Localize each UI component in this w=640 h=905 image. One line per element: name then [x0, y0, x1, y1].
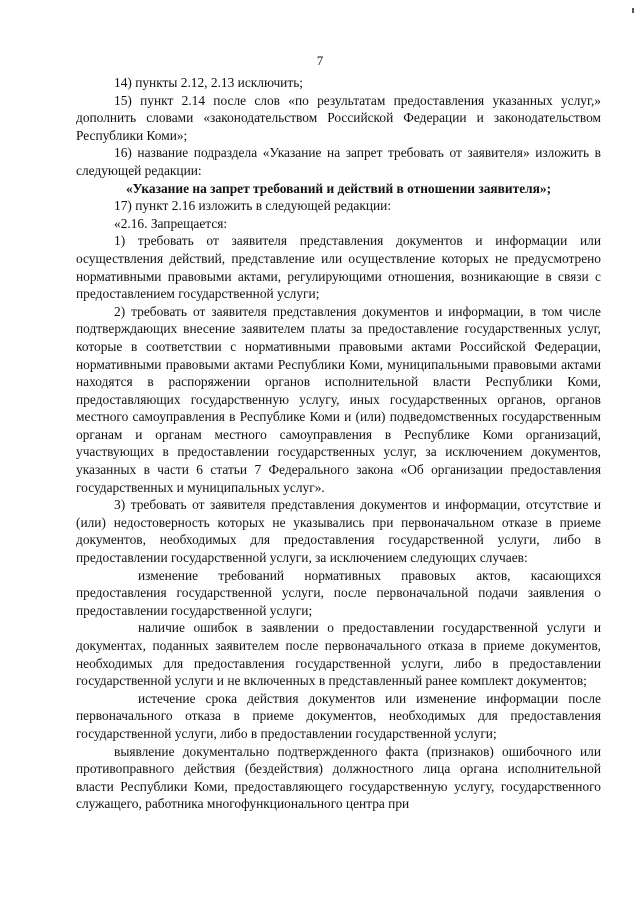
- paragraph: «2.16. Запрещается:: [114, 215, 228, 231]
- paragraph: 15) пункт 2.14 после слов «по результатам предоставления указанных услуг,» дополнить словами «законодательством Российской Федерации и законодательством Республики Коми»;: [76, 92, 601, 143]
- subsection-title: «Указание на запрет требований и действий в отношении заявителя»;: [125, 180, 552, 196]
- paragraph: истечение срока действия документов или изменение информации после первоначального отказа в приеме документов, необходимых для предоставления государственной услуги, либо в предоставлении государственной услуги;: [76, 690, 601, 741]
- paragraph: 16) название подраздела «Указание на запрет требовать от заявителя» изложить в следующей редакции:: [76, 145, 601, 178]
- paragraph: 17) пункт 2.16 изложить в следующей редакции:: [114, 198, 392, 214]
- paragraph: выявление документально подтвержденного факта (признаков) ошибочного или противоправного действия (бездействия) должностного лица органа исполнительной власти Республики Коми, предоставляющего государственную услугу, государственного служащего, работника многофункционального центра при: [76, 743, 601, 812]
- page-number: 7: [316, 53, 324, 68]
- paragraph: 1) требовать от заявителя представления документов и информации или осуществления действий, представление или осуществление которых не предусмотрено нормативными правовыми актами, регулирующими отношения, возникающие в связи с предоставлением государственной услуги;: [76, 233, 601, 302]
- paragraph: изменение требований нормативных правовых актов, касающихся предоставления государственной услуги, после первоначальной подачи заявления о предоставлении государственной услуги;: [76, 567, 601, 618]
- paragraph: 2) требовать от заявителя представления документов и информации, в том числе подтверждающих внесение заявителем платы за предоставление государственных услуг, которые в соответствии с нормативными правовыми актами Российской Федерации, нормативными правовыми актами Республики Коми, муниципальными правовыми актами находятся в распоряжении органов исполнительной власти Республики Коми, предоставляющих государственную услугу, иных государственных органов, органов местного самоуправления в Республике Коми и (или) подведомственных государственным органам и органам местного самоуправления в Республике Коми организаций, участвующих в предоставлении государственных услуг, за исключением документов, указанных в части 6 статьи 7 Федерального закона «Об организации предоставления государственных и муниципальных услуг».: [76, 303, 601, 495]
- paragraph: 3) требовать от заявителя представления документов и информации, отсутствие и (или) недостоверность которых не указывались при первоначальном отказе в приеме документов, необходимых для предоставления государственной услуги, либо в предоставлении государственной услуги, за исключением следующих случаев:: [76, 497, 601, 566]
- scan-mark: [632, 8, 634, 13]
- document-body: [76, 74, 601, 813]
- paragraph: 14) пункты 2.12, 2.13 исключить;: [114, 75, 304, 90]
- paragraph: наличие ошибок в заявлении о предоставлении государственной услуги и документах, поданных заявителем после первоначального отказа в приеме документов, необходимых для предоставления государственной услуги, либо в предоставлении государственной услуги и не включенных в представленный ранее комплект документов;: [76, 620, 601, 689]
